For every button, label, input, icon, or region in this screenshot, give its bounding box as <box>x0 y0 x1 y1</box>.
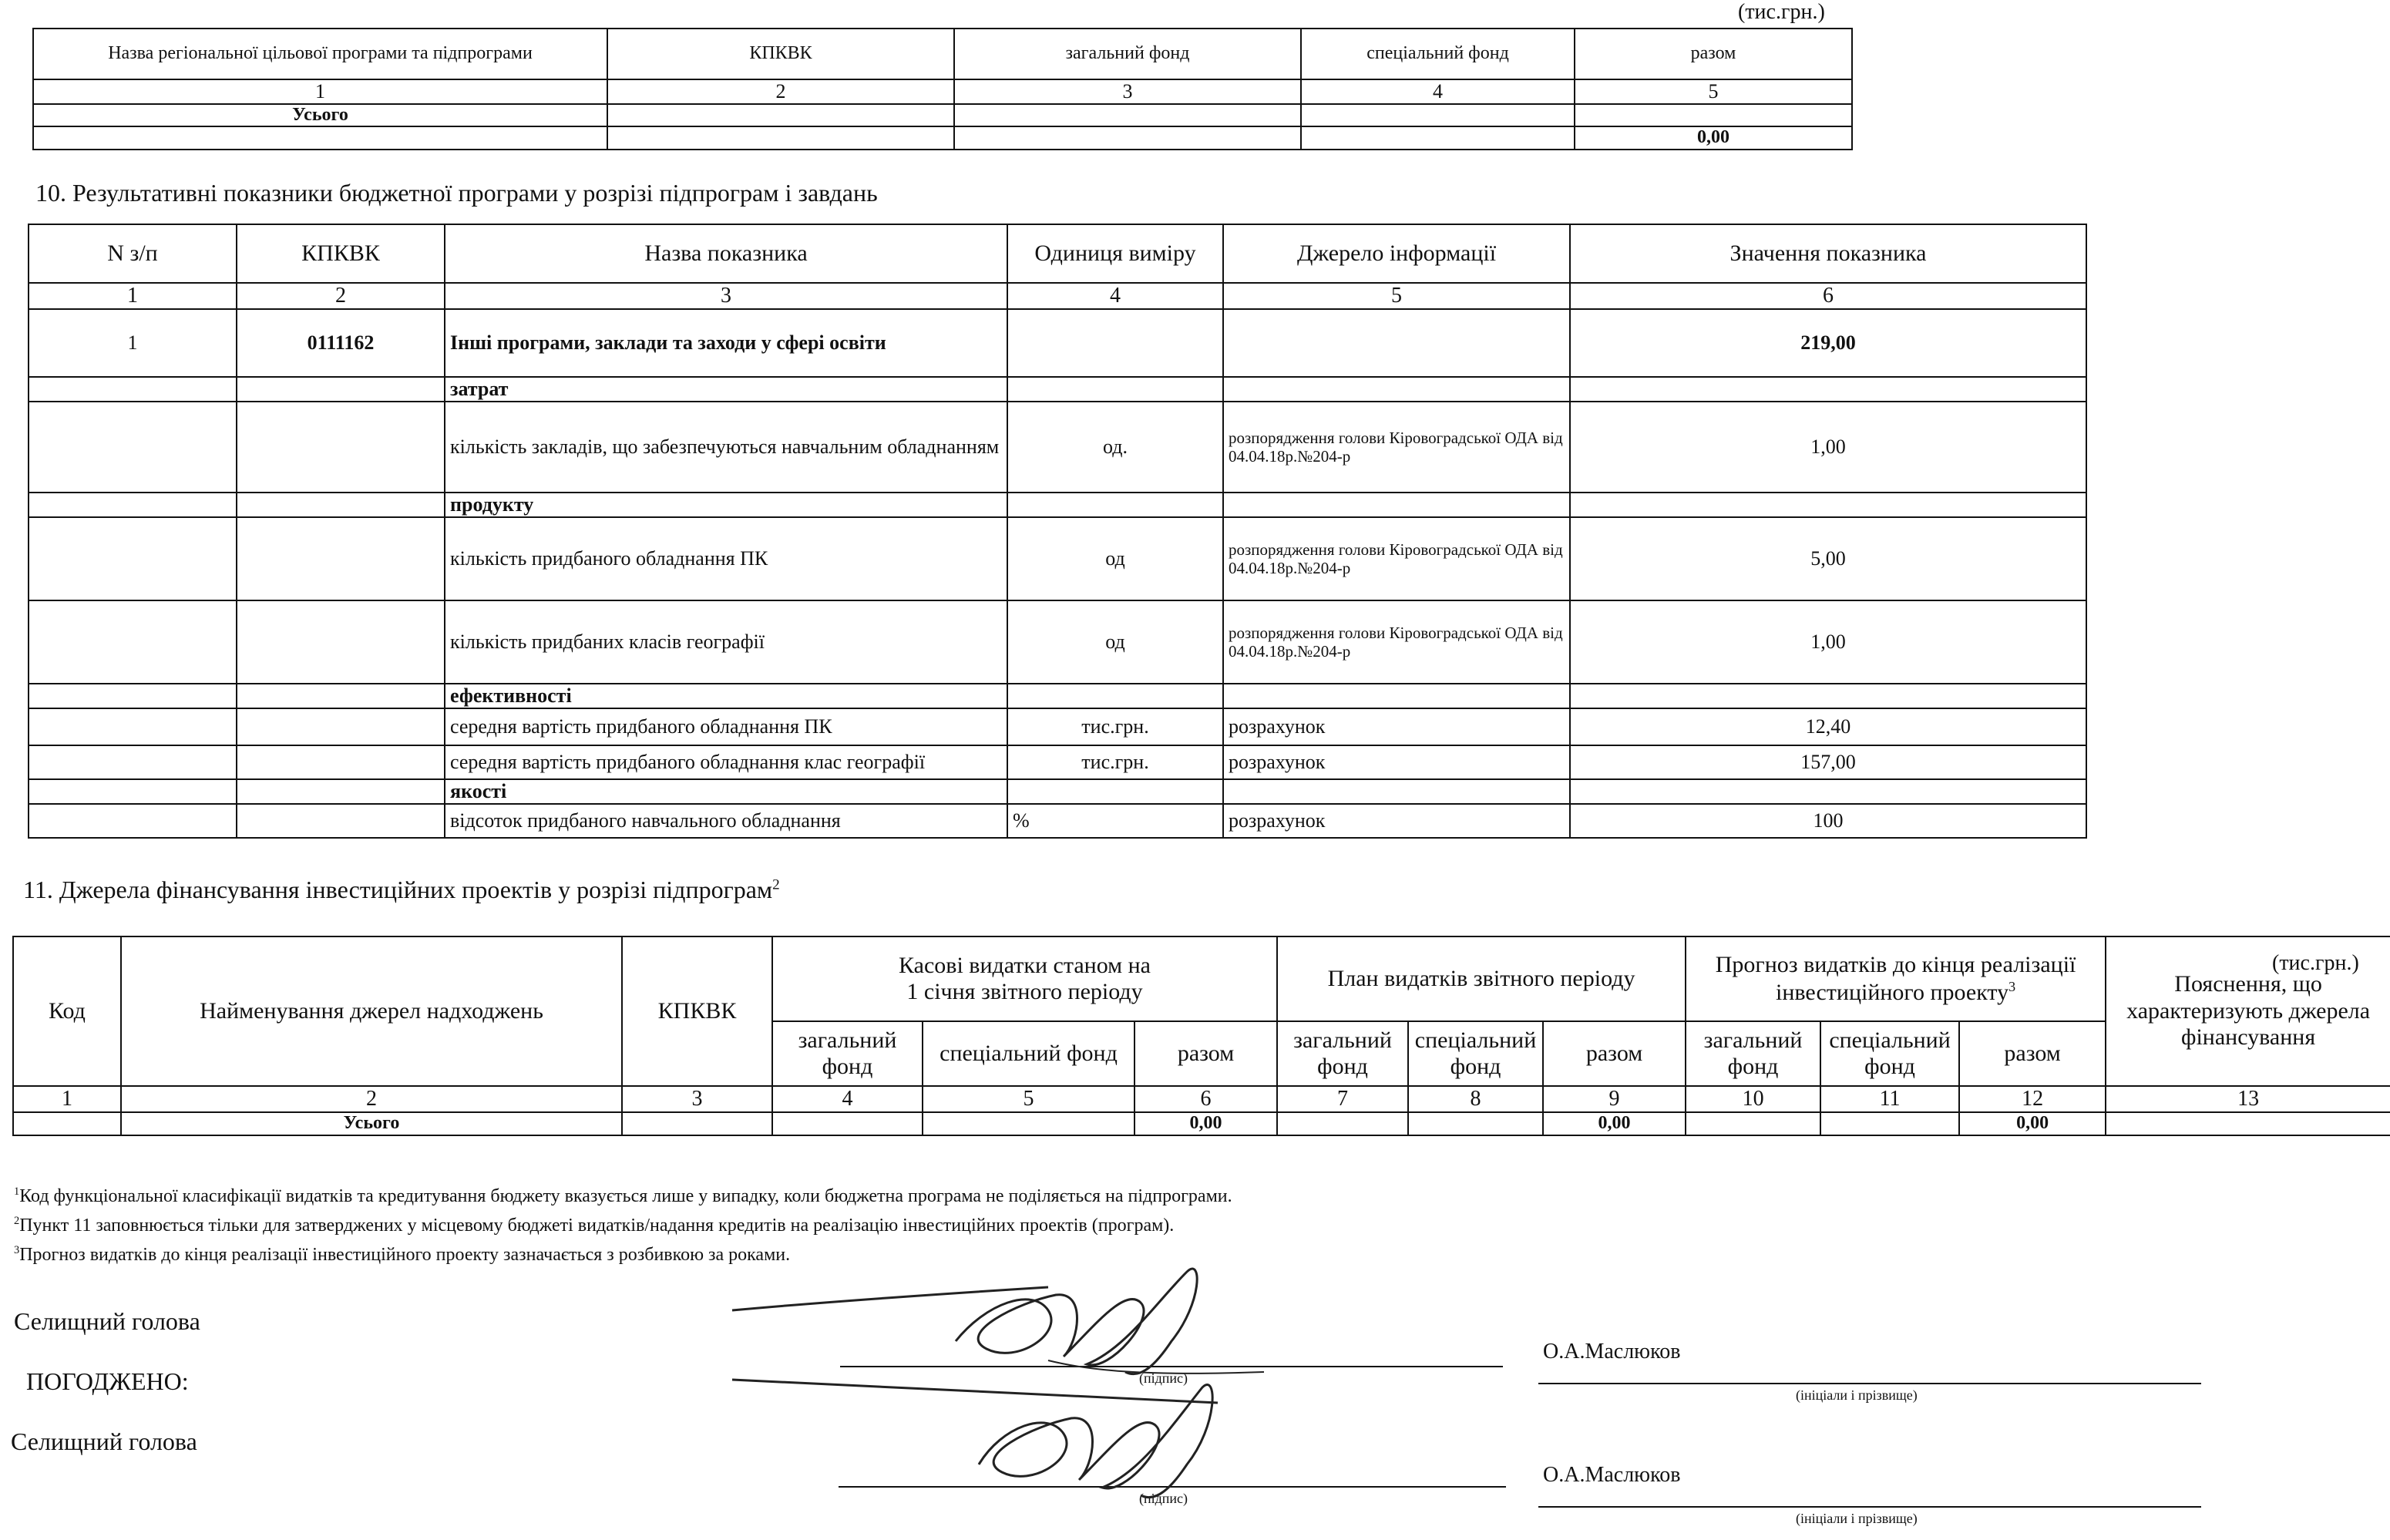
table-cell <box>237 402 445 493</box>
indicator-value: 5,00 <box>1570 517 2086 600</box>
col-header-total: разом <box>1575 29 1852 79</box>
agreed-label: ПОГОДЖЕНО: <box>26 1367 189 1395</box>
table-cell <box>29 708 237 745</box>
col-header-source-name: Найменування джерел надходжень <box>121 936 622 1086</box>
col-header-program-name: Назва регіональної цільової програми та підпрограми <box>33 29 607 79</box>
col-header-total: разом <box>1543 1021 1686 1086</box>
cash-expenditure-line-1: Касові видатки станом на <box>899 952 1151 978</box>
program-name: Інші програми, заклади та заходи у сфері освіти <box>445 309 1007 377</box>
table-cell <box>29 779 237 804</box>
col-number: 11 <box>1820 1086 1959 1112</box>
col-number: 8 <box>1408 1086 1543 1112</box>
col-header-total: разом <box>1959 1021 2106 1086</box>
section-11-title-text: 11. Джерела фінансування інвестиційних проектів у розрізі підпрограм <box>23 876 773 903</box>
col-number: 3 <box>954 79 1301 104</box>
table-cell <box>29 600 237 684</box>
footnote-3-mark: 3 <box>14 1244 20 1256</box>
name-line <box>1538 1383 2201 1384</box>
signature-caption: (підпис) <box>1139 1491 1188 1506</box>
table-cell <box>1575 104 1852 127</box>
table-cell <box>954 126 1301 150</box>
cash-expenditure-line-2: 1 січня звітного періоду <box>906 979 1143 1004</box>
footnote-2-mark: 2 <box>14 1215 20 1227</box>
table-cell <box>1277 1112 1408 1135</box>
col-header-kpkvk: КПКВК <box>607 29 954 79</box>
col-header-general-fund: загальний фонд <box>1277 1021 1408 1086</box>
footnote-1-text: Код функціональної класифікації видатків та кредитування бюджету вказується лише у випадку, коли бюджетна програма не поділяється на підпрограми. <box>19 1186 1232 1206</box>
total-plan: 0,00 <box>1543 1112 1686 1135</box>
col-number: 4 <box>1007 283 1223 309</box>
table-cell <box>1223 309 1570 377</box>
unit-label-top: (тис.грн.) <box>1738 0 1825 24</box>
indicator-value: 1,00 <box>1570 402 2086 493</box>
category-quality: якості <box>445 779 1007 804</box>
table-cell <box>237 517 445 600</box>
col-number: 1 <box>29 283 237 309</box>
col-number: 3 <box>622 1086 772 1112</box>
col-header-source: Джерело інформації <box>1223 224 1570 283</box>
col-number: 10 <box>1686 1086 1820 1112</box>
table-cell <box>1007 493 1223 517</box>
table-cell <box>607 126 954 150</box>
forecast-footnote-ref: 3 <box>2008 978 2016 994</box>
indicator-value: 12,40 <box>1570 708 2086 745</box>
table-cell <box>29 804 237 838</box>
col-number: 5 <box>1575 79 1852 104</box>
indicator-unit: % <box>1007 804 1223 838</box>
category-product: продукту <box>445 493 1007 517</box>
table-cell <box>13 1112 121 1135</box>
handwritten-signature-2 <box>724 1357 1310 1511</box>
forecast-header-text: Прогноз видатків до кінця реалізації інвестиційного проекту <box>1715 952 2076 1005</box>
indicator-name: кількість закладів, що забезпечуються навчальним обладнанням <box>445 402 1007 493</box>
col-header-total: разом <box>1134 1021 1277 1086</box>
head-label: Селищний голова <box>14 1307 200 1335</box>
signature-caption: (підпис) <box>1139 1370 1188 1386</box>
table-cell <box>1570 493 2086 517</box>
col-header-general-fund: загальний фонд <box>1686 1021 1820 1086</box>
indicator-source: розпорядження голови Кіровоградської ОДА від 04.04.18р.№204-р <box>1223 517 1570 600</box>
col-number: 3 <box>445 283 1007 309</box>
footnote-3 <box>14 1244 790 1266</box>
table-cell <box>2106 1112 2390 1135</box>
indicator-source: розрахунок <box>1223 804 1570 838</box>
table-cell <box>1007 309 1223 377</box>
col-header-value: Значення показника <box>1570 224 2086 283</box>
table-cell <box>237 600 445 684</box>
col-header-indicator-name: Назва показника <box>445 224 1007 283</box>
col-number: 2 <box>237 283 445 309</box>
category-costs: затрат <box>445 377 1007 402</box>
table-cell <box>1223 684 1570 708</box>
col-header-special-fund: спеціальний фонд <box>923 1021 1134 1086</box>
table-cell <box>1007 779 1223 804</box>
total-value: 0,00 <box>1575 126 1852 150</box>
col-header-unit: Одиниця виміру <box>1007 224 1223 283</box>
investment-funding-table <box>12 936 2390 1136</box>
indicator-source: розрахунок <box>1223 708 1570 745</box>
col-number: 6 <box>1570 283 2086 309</box>
table-cell <box>237 493 445 517</box>
performance-indicators-table <box>28 224 2087 839</box>
col-header-cash-expenditure <box>772 936 1277 1021</box>
indicator-unit: од <box>1007 600 1223 684</box>
col-number: 4 <box>772 1086 923 1112</box>
table-cell <box>29 517 237 600</box>
category-efficiency: ефективності <box>445 684 1007 708</box>
indicator-unit: од. <box>1007 402 1223 493</box>
table-cell <box>1686 1112 1820 1135</box>
col-number: 4 <box>1301 79 1575 104</box>
col-number: 9 <box>1543 1086 1686 1112</box>
col-number: 13 <box>2106 1086 2390 1112</box>
table-cell <box>237 708 445 745</box>
table-cell <box>29 377 237 402</box>
table-cell <box>772 1112 923 1135</box>
indicator-value: 100 <box>1570 804 2086 838</box>
indicator-unit: од <box>1007 517 1223 600</box>
col-header-code: Код <box>13 936 121 1086</box>
indicator-source: розрахунок <box>1223 745 1570 779</box>
head-name: О.А.Маслюков <box>1543 1340 1681 1363</box>
footnote-1 <box>14 1185 1232 1207</box>
col-number: 12 <box>1959 1086 2106 1112</box>
indicator-unit: тис.грн. <box>1007 745 1223 779</box>
section-11-title <box>23 876 785 904</box>
indicator-value: 157,00 <box>1570 745 2086 779</box>
program-code: 0111162 <box>237 309 445 377</box>
footnote-2-text: Пункт 11 заповнюється тільки для затверджених у місцевому бюджеті видатків/надання кредитів на реалізацію інвестиційних проектів (програм). <box>19 1216 1175 1236</box>
program-value: 219,00 <box>1570 309 2086 377</box>
col-header-kpkvk: КПКВК <box>237 224 445 283</box>
col-number: 1 <box>13 1086 121 1112</box>
total-forecast: 0,00 <box>1959 1112 2106 1135</box>
col-header-general-fund: загальний фонд <box>954 29 1301 79</box>
table-cell <box>1570 377 2086 402</box>
table-cell <box>237 377 445 402</box>
col-number: 6 <box>1134 1086 1277 1112</box>
indicator-name: кількість придбаних класів географії <box>445 600 1007 684</box>
indicator-value: 1,00 <box>1570 600 2086 684</box>
col-header-special-fund: спеціальний фонд <box>1408 1021 1543 1086</box>
col-header-index: N з/п <box>29 224 237 283</box>
col-number: 2 <box>121 1086 622 1112</box>
col-header-general-fund: загальний фонд <box>772 1021 923 1086</box>
col-number: 5 <box>1223 283 1570 309</box>
table-cell <box>1007 377 1223 402</box>
indicator-name: відсоток придбаного навчального обладнання <box>445 804 1007 838</box>
col-number: 7 <box>1277 1086 1408 1112</box>
table-cell <box>237 804 445 838</box>
table-cell <box>1223 779 1570 804</box>
table-cell <box>33 126 607 150</box>
table-cell <box>1820 1112 1959 1135</box>
table-cell <box>1570 684 2086 708</box>
footnote-1-mark: 1 <box>14 1185 20 1198</box>
program-index: 1 <box>29 309 237 377</box>
indicator-source: розпорядження голови Кіровоградської ОДА від 04.04.18р.№204-р <box>1223 600 1570 684</box>
table-cell <box>29 402 237 493</box>
regional-programs-table <box>32 28 1853 150</box>
table-cell <box>622 1112 772 1135</box>
table-cell <box>237 779 445 804</box>
indicator-name: середня вартість придбаного обладнання ПК <box>445 708 1007 745</box>
table-cell <box>237 684 445 708</box>
table-cell <box>1301 104 1575 127</box>
table-cell <box>237 745 445 779</box>
table-cell <box>1007 684 1223 708</box>
table-cell <box>1301 126 1575 150</box>
section-10-title: 10. Результативні показники бюджетної програми у розрізі підпрограм і завдань <box>35 179 878 207</box>
col-number: 2 <box>607 79 954 104</box>
total-label: Усього <box>121 1112 622 1135</box>
col-number: 5 <box>923 1086 1134 1112</box>
indicator-name: середня вартість придбаного обладнання клас географії <box>445 745 1007 779</box>
unit-label-table11: (тис.грн.) <box>2272 951 2359 975</box>
name-caption: (ініціали і прізвище) <box>1796 1511 1918 1526</box>
table-cell <box>1408 1112 1543 1135</box>
indicator-name: кількість придбаного обладнання ПК <box>445 517 1007 600</box>
indicator-unit: тис.грн. <box>1007 708 1223 745</box>
col-header-plan: План видатків звітного періоду <box>1277 936 1686 1021</box>
table-cell <box>29 684 237 708</box>
col-number: 1 <box>33 79 607 104</box>
table-cell <box>954 104 1301 127</box>
table-cell <box>1570 779 2086 804</box>
table-cell <box>29 745 237 779</box>
head-name-2: О.А.Маслюков <box>1543 1463 1681 1487</box>
table-cell <box>1223 493 1570 517</box>
indicator-source: розпорядження голови Кіровоградської ОДА від 04.04.18р.№204-р <box>1223 402 1570 493</box>
footnote-2 <box>14 1215 1174 1236</box>
col-header-kpkvk: КПКВК <box>622 936 772 1086</box>
col-header-explanation: Пояснення, що характеризують джерела фінансування <box>2106 936 2390 1086</box>
col-header-special-fund: спеціальний фонд <box>1820 1021 1959 1086</box>
section-11-footnote-ref: 2 <box>772 876 780 893</box>
total-label: Усього <box>33 104 607 127</box>
footnote-3-text: Прогноз видатків до кінця реалізації інвестиційного проекту зазначається з розбивкою за роками. <box>19 1245 791 1265</box>
total-cash: 0,00 <box>1134 1112 1277 1135</box>
head-label-2: Селищний голова <box>11 1427 197 1455</box>
col-header-forecast <box>1686 936 2106 1021</box>
name-caption: (ініціали і прізвище) <box>1796 1387 1918 1403</box>
table-cell <box>923 1112 1134 1135</box>
table-cell <box>29 493 237 517</box>
name-line <box>1538 1506 2201 1508</box>
table-cell <box>607 104 954 127</box>
table-cell <box>1223 377 1570 402</box>
col-header-special-fund: спеціальний фонд <box>1301 29 1575 79</box>
